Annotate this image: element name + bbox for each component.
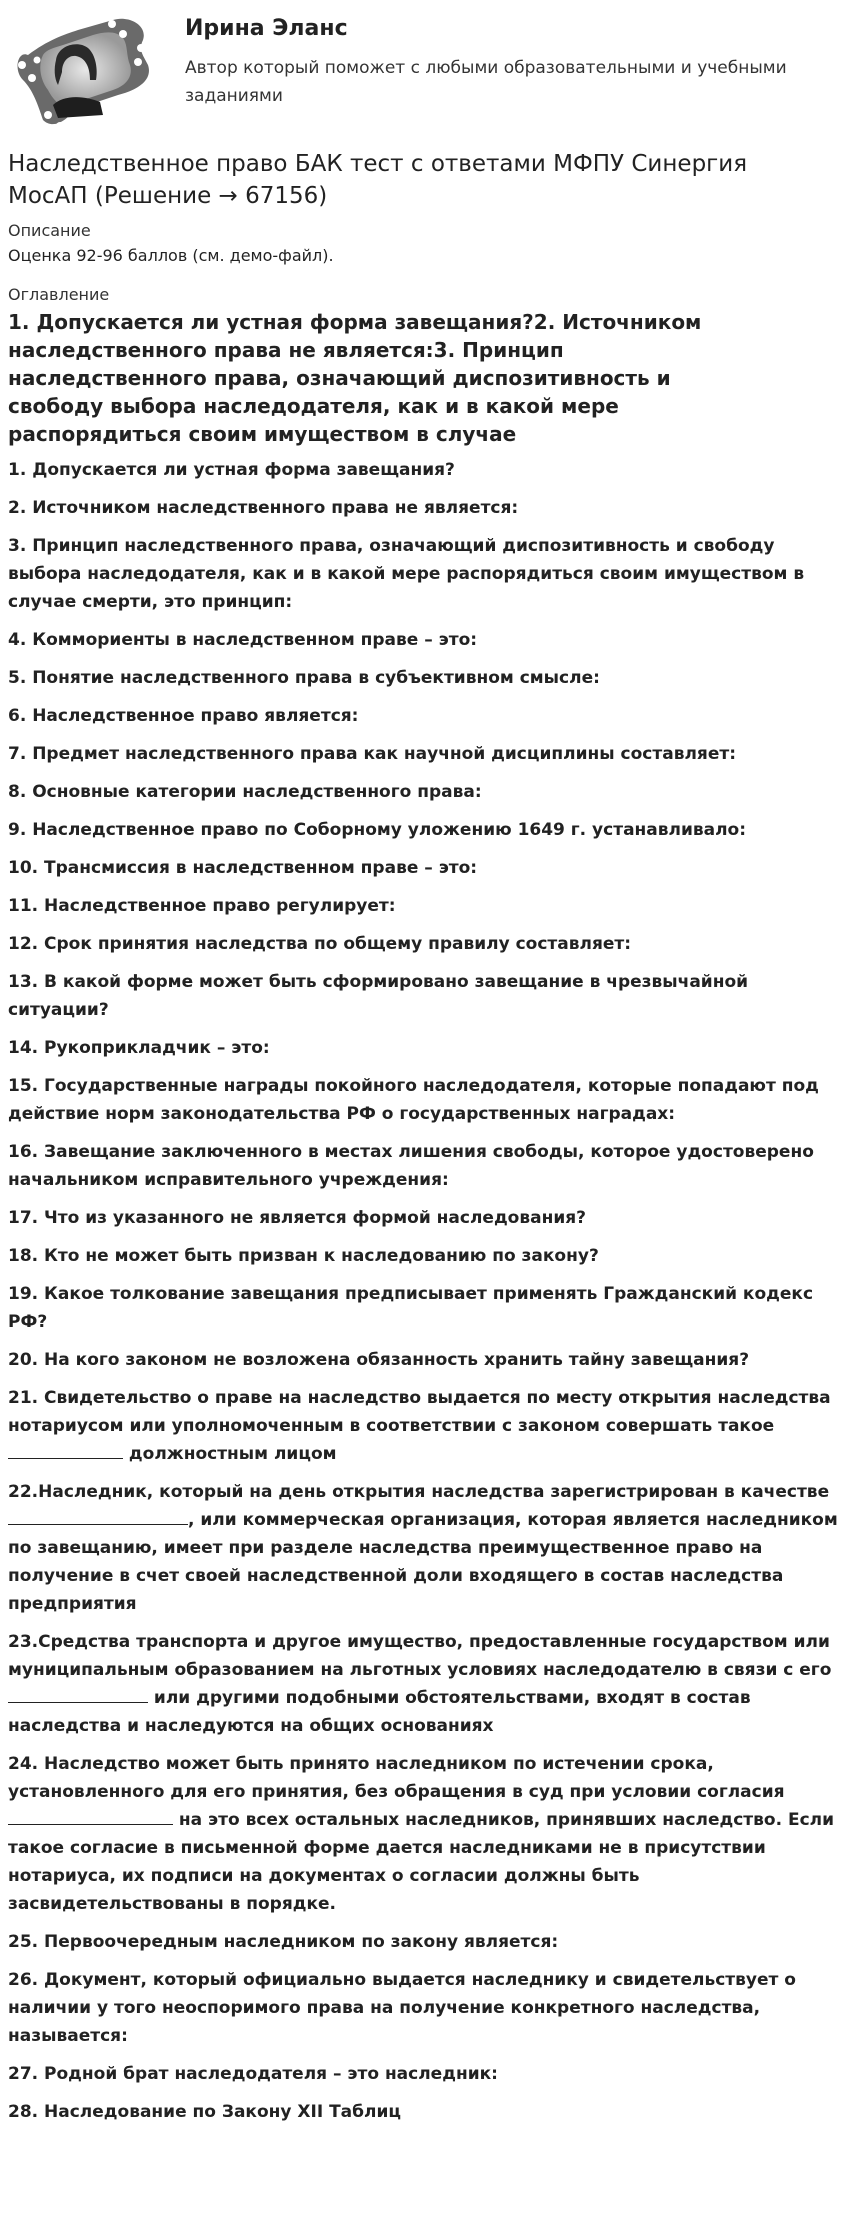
question-text-after: или другими подобными обстоятельствами, входят в состав наследства и наследуются на общих основаниях (8, 1688, 751, 1736)
question-item (8, 2098, 847, 2126)
question-item (8, 532, 847, 616)
question-text-before: 22.Наследник, который на день открытия наследства зарегистрирован в качестве (8, 1482, 830, 1502)
avatar[interactable] (8, 10, 168, 130)
question-text: 6. Наследственное право является: (8, 706, 359, 726)
question-item (8, 892, 847, 920)
answer-blank (8, 1507, 188, 1525)
question-text: 11. Наследственное право регулирует: (8, 896, 396, 916)
question-item (8, 626, 847, 654)
question-item (8, 702, 847, 730)
question-text: 1. Допускается ли устная форма завещания? (8, 460, 455, 480)
question-text: 20. На кого законом не возложена обязанность хранить тайну завещания? (8, 1350, 750, 1370)
question-text: 7. Предмет наследственного права как научной дисциплины составляет: (8, 744, 736, 764)
question-text: 16. Завещание заключенного в местах лишения свободы, которое удостоверено начальником исправительного учреждения: (8, 1142, 814, 1190)
author-description: Автор который поможет с любыми образовательными и учебными заданиями (185, 58, 787, 106)
question-item (8, 816, 847, 844)
question-text: 10. Трансмиссия в наследственном праве – это: (8, 858, 478, 878)
avatar-photo-icon (8, 10, 158, 130)
question-text: 27. Родной брат наследодателя – это наследник: (8, 2064, 498, 2084)
question-item (8, 1628, 847, 1740)
question-item (8, 740, 847, 768)
main-content (8, 148, 839, 2126)
question-text: 3. Принцип наследственного права, означающий диспозитивность и свободу выбора наследодателя, как и в какой мере распорядиться своим имуществом в случае смерти, это принцип: (8, 536, 805, 612)
question-text: 17. Что из указанного не является формой наследования? (8, 1208, 587, 1228)
question-item (8, 1750, 847, 1918)
author-card (8, 0, 839, 140)
question-text: 12. Срок принятия наследства по общему правилу составляет: (8, 934, 632, 954)
question-text: 2. Источником наследственного права не является: (8, 498, 519, 518)
question-text: 19. Какое толкование завещания предписывает применять Гражданский кодекс РФ? (8, 1284, 814, 1332)
question-item (8, 1966, 847, 2050)
description-label: Описание (8, 221, 91, 240)
question-item (8, 778, 847, 806)
question-item (8, 1928, 847, 1956)
author-name[interactable]: Ирина Эланс (185, 16, 348, 41)
toc-heading: 1. Допускается ли устная форма завещания?2. Источником наследственного права не является:3. Принцип наследственного права, означающий диспозитивность и свободу выбора наследодателя, как и в какой мере распорядиться своим имуществом в случае (8, 310, 702, 446)
toc-label: Оглавление (8, 285, 110, 304)
question-text-after: на это всех остальных наследников, принявших наследство. Если такое согласие в письменной форме дается наследниками не в присутствии нотариуса, их подписи на документах о согласии должны быть засвидетельствованы в порядке. (8, 1810, 835, 1914)
author-info (168, 10, 805, 110)
question-text: 13. В какой форме может быть сформировано завещание в чрезвычайной ситуации? (8, 972, 749, 1020)
page-title: Наследственное право БАК тест с ответами МФПУ Синергия МосАП (Решение → 67156) (8, 151, 748, 209)
question-item (8, 664, 847, 692)
question-text: 8. Основные категории наследственного права: (8, 782, 482, 802)
question-text: 9. Наследственное право по Соборному уложению 1649 г. устанавливало: (8, 820, 747, 840)
question-item (8, 1138, 847, 1194)
questions-list (8, 456, 839, 2126)
question-item (8, 1478, 847, 1618)
question-item (8, 1280, 847, 1336)
question-item (8, 2060, 847, 2088)
question-text: 5. Понятие наследственного права в субъективном смысле: (8, 668, 600, 688)
question-text: 18. Кто не может быть призван к наследованию по закону? (8, 1246, 599, 1266)
question-text: 28. Наследование по Закону XII Таблиц (8, 2102, 401, 2122)
question-text: 14. Рукоприкладчик – это: (8, 1038, 270, 1058)
question-text-before: 21. Свидетельство о праве на наследство выдается по месту открытия наследства нотариусом или уполномоченным в соответствии с законом совершать такое (8, 1388, 831, 1436)
question-text: 4. Коммориенты в наследственном праве – это: (8, 630, 478, 650)
question-item (8, 968, 847, 1024)
question-text: 26. Документ, который официально выдается наследнику и свидетельствует о наличии у того неоспоримого права на получение конкретного наследства, называется: (8, 1970, 796, 2046)
question-item (8, 1384, 847, 1468)
answer-blank (8, 1685, 148, 1703)
question-text-before: 23.Средства транспорта и другое имущество, предоставленные государством или муниципальным образованием на льготных условиях наследодателю в связи с его (8, 1632, 832, 1680)
question-text-after: должностным лицом (123, 1444, 337, 1464)
question-item (8, 1072, 847, 1128)
description-text: Оценка 92-96 баллов (см. демо-файл). (8, 246, 334, 265)
question-text: 25. Первоочередным наследником по закону является: (8, 1932, 559, 1952)
question-item (8, 1242, 847, 1270)
answer-blank (8, 1807, 173, 1825)
question-item (8, 1204, 847, 1232)
question-item (8, 1034, 847, 1062)
question-text: 15. Государственные награды покойного наследодателя, которые попадают под действие норм законодательства РФ о государственных наградах: (8, 1076, 819, 1124)
question-item (8, 930, 847, 958)
question-item (8, 494, 847, 522)
answer-blank (8, 1441, 123, 1459)
question-text-before: 24. Наследство может быть принято наследником по истечении срока, установленного для его принятия, без обращения в суд при условии согласия (8, 1754, 785, 1802)
question-text-after: , или коммерческая организация, которая является наследником по завещанию, имеет при разделе наследства преимущественное право на получение в счет своей наследственной доли входящего в состав наследства предприятия (8, 1510, 838, 1614)
question-item (8, 456, 847, 484)
question-item (8, 1346, 847, 1374)
question-item (8, 854, 847, 882)
